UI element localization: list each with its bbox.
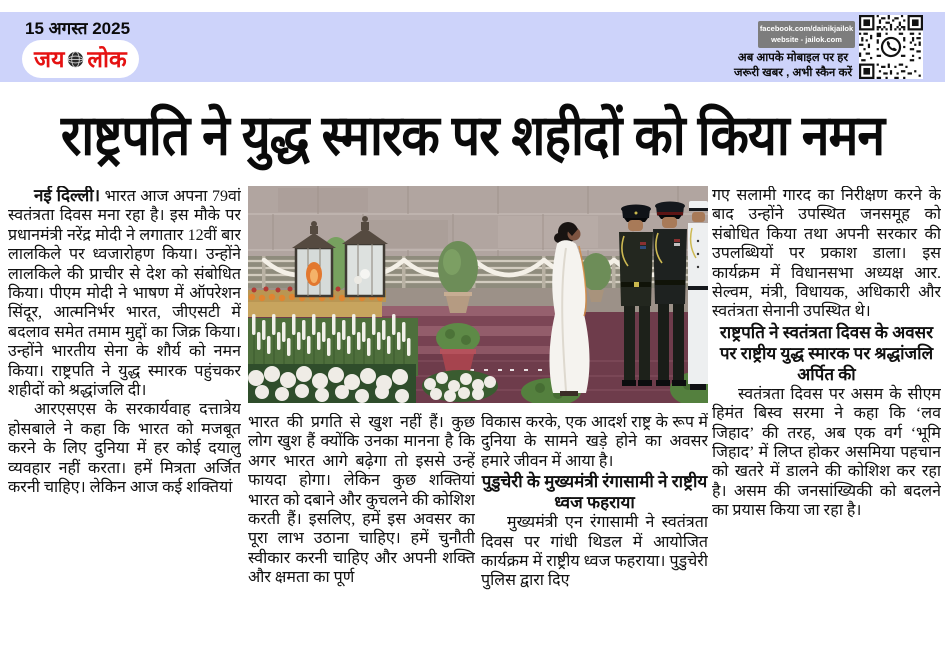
- col1-paragraph-2: आरएसएस के सरकार्यवाह दत्तात्रेय होसबाले ने कहा कि भारत को मजबूत करने के लिए दुनिया में हर कोई दयालु व्यवहार नहीं करता। हमें मित्रता अर्जित करनी चाहिए। लेकिन आज कई शक्तियां: [8, 401, 241, 497]
- col3-paragraph-1: विकास करके, एक आदर्श राष्ट्र के रूप में दुनिया के सामने खड़े होने का अवसर हमारे जीवन में आया है।: [481, 414, 708, 470]
- website-url: website - jailok.com: [771, 35, 842, 45]
- dateline: नई दिल्ली।: [34, 186, 101, 205]
- qr-code: [859, 15, 923, 79]
- facebook-url: facebook.com/dainikjailok: [759, 24, 854, 33]
- newspaper-logo: [22, 40, 139, 78]
- social-info-box: [758, 21, 855, 48]
- masthead-banner: [0, 12, 945, 82]
- col2-paragraph-1: भारत की प्रगति से खुश नहीं हैं। कुछ लोग खुश हैं क्योंकि उनका मानना है कि अगर भारत आगे बढ़ेगा तो इससे उन्हें फायदा होगा। लेकिन कुछ शक्तियां भारत को दबाने और कुचलने की कोशिश करती हैं। इसलिए, हमें इस अवसर का पूरा लाभ उठाना चाहिए। हमें चुनौती स्वीकार करनी चाहिए और अपनी शक्ति और क्षमता का पूर्ण: [248, 414, 475, 587]
- main-headline: राष्ट्रपति ने युद्ध स्मारक पर शहीदों को किया नमन: [60, 103, 885, 167]
- scan-prompt-line1: अब आपके मोबाइल पर हर: [737, 52, 849, 64]
- scan-prompt-line2: जरूरी खबर , अभी स्कैन करें: [733, 66, 853, 79]
- white-chrysanthemums: [248, 364, 416, 403]
- issue-date: 15 अगस्त 2025: [25, 19, 131, 38]
- col4-paragraph-1: गए सलामी गारद का निरीक्षण करने के बाद उन्होंने उपस्थित जनसमूह को संबोधित किया तथा अपनी सरकार की उपलब्धियों पर प्रकाश डाला। इस कार्यक्रम में विधानसभा अध्यक्ष आर. सेल्वम, मंत्री, विधायक, अधिकारी और स्वतंत्रता सेनानी उपस्थित थे।: [712, 187, 941, 321]
- navy-officer: [688, 201, 708, 390]
- col3-paragraph-2: मुख्यमंत्री एन रंगासामी ने स्वतंत्रता दिवस पर गांधी थिडल में आयोजित कार्यक्रम में राष्ट्रीय ध्वज फहराया। पुडुचेरी पुलिस द्वारा दिए: [481, 514, 708, 590]
- globe-icon: [67, 51, 84, 68]
- col4-subheadline: राष्ट्रपति ने स्वतंत्रता दिवस के अवसर पर राष्ट्रीय युद्ध स्मारक पर श्रद्धांजलि अर्पित की: [719, 322, 934, 384]
- col3-subheadline: पुडुचेरी के मुख्यमंत्री रंगासामी ने राष्ट्रीय ध्वज फहराया: [481, 472, 708, 513]
- col1-paragraph-1: भारत आज अपना 79वां स्वतंत्रता दिवस मना रहा है। इस मौके पर प्रधानमंत्री नरेंद्र मोदी ने लगातार 12वीं बार लालकिले पर ध्वजारोहण किया। उन्होंने लालकिले की प्राचीर से देश को संबोधित किया। पीएम मोदी ने भाषण में ऑपरेशन सिंदूर, आत्मनिर्भर भारत, जीएसटी में बदलाव समेत तमाम मुद्दों का जिक्र किया। उन्होंने भारतीय सेना के शौर्य को नमन किया। राष्ट्रपति ने युद्ध स्मारक पहुंचकर शहीदों को श्रद्धांजलि दी।: [8, 188, 241, 400]
- article-column-1: [8, 186, 241, 652]
- logo-word-1: जय: [34, 45, 65, 72]
- logo-word-2: लोक: [87, 45, 127, 72]
- article-column-3: [481, 413, 708, 653]
- article-column-2: [248, 413, 475, 653]
- article-column-4: [712, 186, 941, 656]
- article-photo: [248, 186, 708, 403]
- scan-prompt: [731, 51, 855, 81]
- whatsapp-icon: [880, 36, 903, 59]
- col4-paragraph-2: स्वतंत्रता दिवस पर असम के सीएम हिमंत बिस्व सरमा ने कहा कि ‘लव जिहाद’ की तरह, अब एक वर्ग ‘भूमि जिहाद’ में लिप्त होकर असमिया पहचान को खतरे में डालने की कोशिश कर रहा है। असम की जनसांख्यिकी को बदलने का प्रयास किया जा रहा है।: [712, 385, 941, 520]
